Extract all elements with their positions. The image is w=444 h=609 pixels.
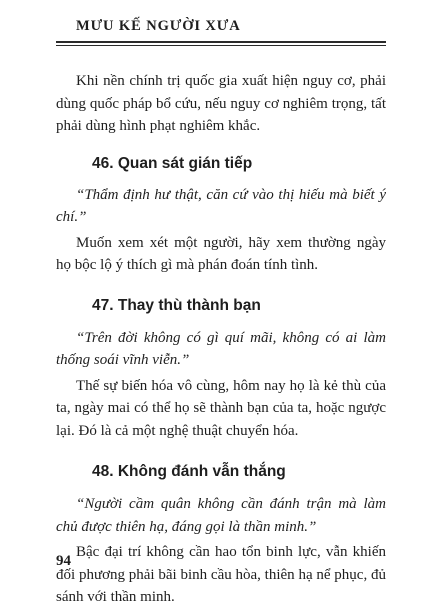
page-content (56, 70, 386, 609)
page-number: 94 (56, 553, 71, 569)
section-paragraph-48: Bậc đại trí không cần hao tổn binh lực, vẫn khiến đối phương phải bãi binh cầu hòa, thiên hạ nể phục, đủ sánh với thần minh. (56, 544, 386, 605)
section-heading-47: 47. Thay thù thành bạn (92, 296, 261, 314)
section-heading-48: 48. Không đánh vẫn thắng (92, 463, 286, 480)
section-quote-48: “Người cầm quân không cần đánh trận mà làm chủ được thiên hạ, đáng gọi là thần minh.” (56, 496, 386, 535)
section-quote-47: “Trên đời không có gì quí mãi, không có ai làm thống soái vĩnh viễn.” (56, 329, 386, 368)
header-title: MƯU KẾ NGƯỜI XƯA (76, 18, 241, 34)
section-quote-46: “Thẩm định hư thật, căn cứ vào thị hiếu mà biết ý chí.” (56, 186, 386, 225)
section-heading-46: 46. Quan sát gián tiếp (92, 154, 253, 172)
header-rule-thick (56, 41, 386, 43)
section-paragraph-47: Thế sự biến hóa vô cùng, hôm nay họ là kẻ thù của ta, ngày mai có thể họ sẽ thành bạn của ta, hoặc ngược lại. Đó là cả một nghệ thuật chuyển hóa. (56, 377, 386, 439)
section-paragraph-46: Muốn xem xét một người, hãy xem thường ngày họ bộc lộ ý thích gì mà phán đoán tính tình. (56, 234, 386, 273)
header-rule-thin (56, 45, 386, 46)
intro-paragraph: Khi nền chính trị quốc gia xuất hiện nguy cơ, phải dùng quốc pháp bổ cứu, nếu nguy cơ nghiêm trọng, tất phải dùng hình phạt nghiêm khắc. (56, 73, 386, 134)
